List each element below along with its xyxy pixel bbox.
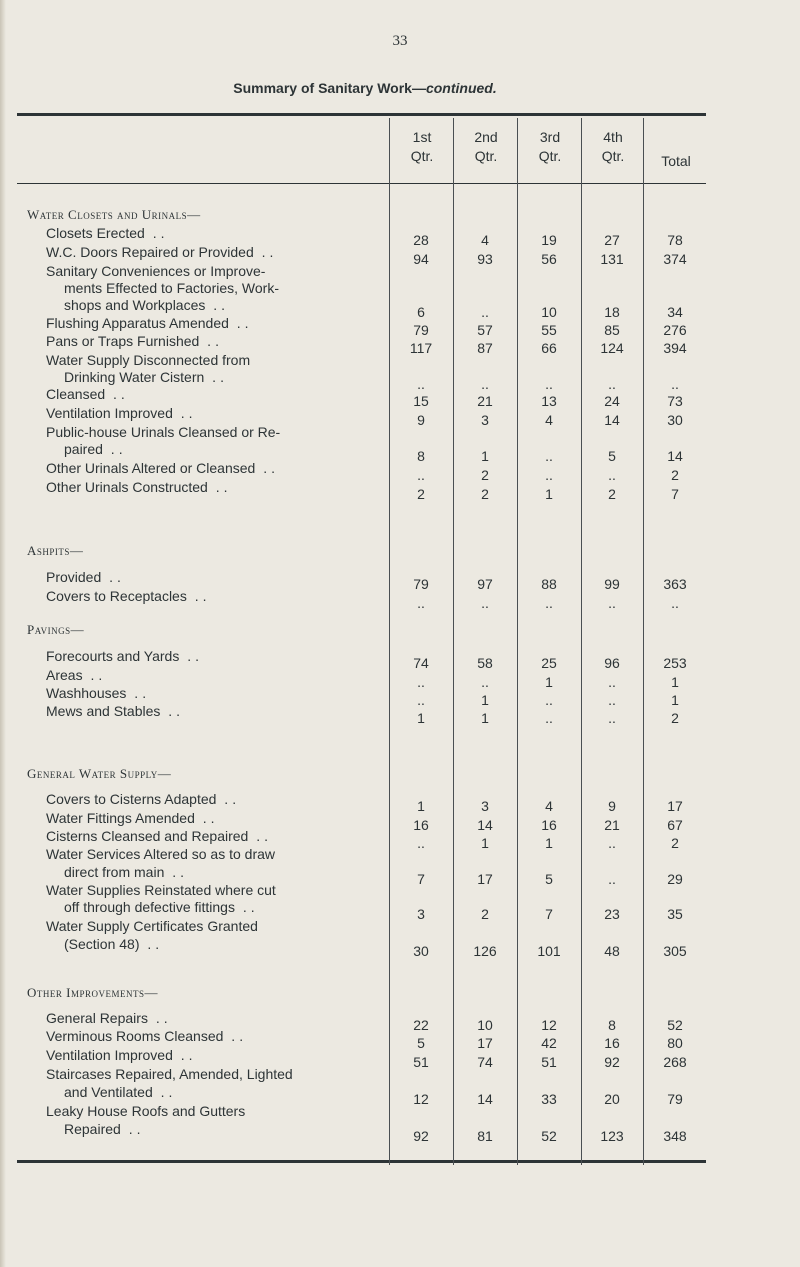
quarter-cell: 3 [417,906,425,922]
total-cell: 80 [667,1035,683,1051]
quarter-cell: 19 [541,232,557,248]
total-cell: 34 [667,304,683,320]
total-cell: 363 [663,576,687,592]
quarter-cell: 33 [541,1091,557,1107]
quarter-cell: 81 [477,1128,493,1144]
leader-dots: .. [147,1010,172,1026]
header-rule [17,183,706,184]
leader-dots: .. [172,405,197,421]
leader-dots: .. [164,864,189,880]
quarter-cell: 4 [545,412,553,428]
quarter-cell: 1 [481,835,489,851]
row-label: Covers to Cisterns Adapted .. [46,791,241,807]
quarter-cell: 1 [481,448,489,464]
leader-dots: .. [228,315,253,331]
column-divider [517,118,518,1165]
total-cell: 35 [667,906,683,922]
page-number: 33 [392,33,408,49]
page-edge-shadow [0,0,6,1267]
row-label: Other Urinals Constructed .. [46,479,232,495]
table-title [0,80,730,96]
row-label: Water Supply Disconnected from [46,352,251,368]
row-label: Cisterns Cleansed and Repaired .. [46,828,273,844]
row-label: Mews and Stables .. [46,703,185,719]
quarter-cell: 5 [608,448,616,464]
column-header-line: Qtr. [410,148,434,164]
row-label: Leaky House Roofs and Gutters [46,1103,246,1119]
row-label: Pans or Traps Furnished .. [46,333,223,349]
column-header-q1 [391,128,453,166]
column-header-line: 4th [603,129,623,145]
row-label: (Section 48) .. [64,936,164,952]
quarter-cell: 55 [541,322,557,338]
quarter-cell: 92 [604,1054,620,1070]
quarter-cell: 79 [413,322,429,338]
quarter-cell: 22 [413,1017,429,1033]
row-label: Water Supply Certificates Granted [46,918,258,934]
quarter-cell: 13 [541,393,557,409]
quarter-cell: .. [417,595,425,611]
quarter-cell: 88 [541,576,557,592]
quarter-cell: 8 [417,448,425,464]
leader-dots: .. [199,333,223,349]
quarter-cell: 21 [604,817,620,833]
top-rule [17,113,706,116]
quarter-cell: 17 [477,1035,493,1051]
row-label: shops and Workplaces .. [64,297,230,313]
quarter-cell: .. [417,674,425,690]
quarter-cell: 28 [413,232,429,248]
quarter-cell: 101 [537,943,561,959]
row-label: Water Fittings Amended .. [46,810,219,826]
quarter-cell: 117 [409,340,433,356]
quarter-cell: 123 [600,1128,624,1144]
bottom-rule [17,1160,706,1163]
quarter-cell: 85 [604,322,620,338]
quarter-cell: 8 [608,1017,616,1033]
quarter-cell: 124 [600,340,624,356]
row-label: Repaired .. [64,1121,145,1137]
quarter-cell: 87 [477,340,493,356]
total-cell: 1 [671,674,679,690]
leader-dots: .. [102,441,127,457]
column-divider [643,118,644,1165]
quarter-cell: .. [545,692,553,708]
quarter-cell: 7 [417,871,425,887]
quarter-cell: 94 [413,251,429,267]
column-header-total [645,152,707,171]
leader-dots: .. [82,667,107,683]
quarter-cell: 52 [541,1128,557,1144]
quarter-cell: 12 [413,1091,429,1107]
quarter-cell: .. [417,835,425,851]
total-cell: 73 [667,393,683,409]
row-label: Ventilation Improved .. [46,1047,197,1063]
quarter-cell: 1 [545,674,553,690]
row-label: Staircases Repaired, Amended, Lighted [46,1066,293,1082]
quarter-cell: 3 [481,798,489,814]
leader-dots: .. [105,386,129,402]
leader-dots: .. [179,648,203,664]
total-cell: 374 [663,251,687,267]
quarter-cell: .. [545,467,553,483]
quarter-cell: 56 [541,251,557,267]
quarter-cell: 97 [477,576,493,592]
row-label: ments Effected to Factories, Work- [64,280,280,296]
quarter-cell: 23 [604,906,620,922]
quarter-cell: .. [545,595,553,611]
quarter-cell: 2 [608,486,616,502]
column-divider [389,118,390,1165]
quarter-cell: 2 [481,486,489,502]
quarter-cell: .. [417,692,425,708]
quarter-cell: 10 [477,1017,493,1033]
leader-dots: .. [204,369,228,385]
quarter-cell: 57 [477,322,493,338]
total-cell: 276 [663,322,687,338]
column-divider [453,118,454,1165]
total-cell: 67 [667,817,683,833]
total-cell: 29 [667,871,683,887]
leader-dots: .. [172,1047,197,1063]
quarter-cell: .. [608,376,616,392]
column-header-line: 3rd [539,129,561,145]
column-header-q3 [519,128,581,166]
leader-dots: .. [120,1121,145,1137]
row-label: Flushing Apparatus Amended .. [46,315,253,331]
total-cell: 1 [671,692,679,708]
row-label: direct from main .. [64,864,189,880]
quarter-cell: .. [481,376,489,392]
quarter-cell: .. [481,674,489,690]
total-cell: 394 [663,340,687,356]
column-header-q2 [455,128,517,166]
section-heading: Pavings— [27,622,85,637]
quarter-cell: .. [608,674,616,690]
quarter-cell: .. [545,376,553,392]
quarter-cell: .. [608,710,616,726]
column-header-line: Total [661,153,691,169]
section-heading: Other Improvements— [27,985,158,1000]
quarter-cell: .. [417,467,425,483]
row-label: Public-house Urinals Cleansed or Re- [46,424,281,440]
leader-dots: .. [207,479,232,495]
row-label: Verminous Rooms Cleansed .. [46,1028,248,1044]
quarter-cell: 99 [604,576,620,592]
quarter-cell: 66 [541,340,557,356]
quarter-cell: 20 [604,1091,620,1107]
quarter-cell: .. [545,448,553,464]
quarter-cell: 24 [604,393,620,409]
total-cell: 253 [663,655,687,671]
leader-dots: .. [160,703,185,719]
quarter-cell: 17 [477,871,493,887]
quarter-cell: 48 [604,943,620,959]
quarter-cell: .. [608,595,616,611]
row-label: Ventilation Improved .. [46,405,197,421]
row-label: Sanitary Conveniences or Improve- [46,263,266,279]
quarter-cell: 2 [417,486,425,502]
section-heading: General Water Supply— [27,766,172,781]
quarter-cell: 42 [541,1035,557,1051]
quarter-cell: .. [608,692,616,708]
quarter-cell: 1 [481,710,489,726]
quarter-cell: 9 [608,798,616,814]
leader-dots: .. [139,936,164,952]
quarter-cell: .. [608,467,616,483]
table-title-continued: continued. [425,80,497,96]
quarter-cell: 1 [417,710,425,726]
quarter-cell: 16 [541,817,557,833]
quarter-cell: 1 [545,486,553,502]
row-label: Other Urinals Altered or Cleansed .. [46,460,279,476]
row-label: off through defective fittings .. [64,899,259,915]
total-cell: 17 [667,798,683,814]
total-cell: 14 [667,448,683,464]
quarter-cell: 30 [413,943,429,959]
leader-dots: .. [253,244,278,260]
section-heading: Ashpits— [27,543,84,558]
row-label: Forecourts and Yards .. [46,648,203,664]
column-header-line: Qtr. [538,148,562,164]
quarter-cell: .. [481,595,489,611]
leader-dots: .. [205,297,230,313]
total-cell: 268 [663,1054,687,1070]
quarter-cell: 12 [541,1017,557,1033]
quarter-cell: 7 [545,906,553,922]
leader-dots: .. [126,685,151,701]
column-divider [581,118,582,1165]
total-cell: 305 [663,943,687,959]
row-label: General Repairs .. [46,1010,172,1026]
quarter-cell: .. [545,710,553,726]
row-label: Water Services Altered so as to draw [46,846,276,862]
total-cell: 78 [667,232,683,248]
quarter-cell: 131 [600,251,624,267]
quarter-cell: 21 [477,393,493,409]
quarter-cell: 14 [477,817,493,833]
quarter-cell: 14 [477,1091,493,1107]
row-label: W.C. Doors Repaired or Provided .. [46,244,278,260]
row-label: Water Supplies Reinstated where cut [46,882,276,898]
quarter-cell: 14 [604,412,620,428]
quarter-cell: 15 [413,393,429,409]
quarter-cell: 6 [417,304,425,320]
leader-dots: .. [144,225,169,241]
column-header-line: Qtr. [601,148,625,164]
leader-dots: .. [248,828,273,844]
quarter-cell: 2 [481,906,489,922]
leader-dots: .. [194,810,219,826]
total-cell: .. [671,376,679,392]
leader-dots: .. [223,1028,248,1044]
quarter-cell: 92 [413,1128,429,1144]
quarter-cell: 9 [417,412,425,428]
quarter-cell: 10 [541,304,557,320]
quarter-cell: .. [417,376,425,392]
leader-dots: .. [186,588,211,604]
row-label: Provided .. [46,569,125,585]
quarter-cell: .. [481,304,489,320]
row-label: and Ventilated .. [64,1084,177,1100]
total-cell: 52 [667,1017,683,1033]
leader-dots: .. [255,460,279,476]
total-cell: 348 [663,1128,687,1144]
total-cell: 30 [667,412,683,428]
quarter-cell: 3 [481,412,489,428]
quarter-cell: 1 [545,835,553,851]
quarter-cell: 126 [473,943,497,959]
column-header-q4 [582,128,644,166]
row-label: Drinking Water Cistern .. [64,369,228,385]
quarter-cell: 74 [413,655,429,671]
quarter-cell: 5 [545,871,553,887]
total-cell: 2 [671,835,679,851]
row-label: Cleansed .. [46,386,129,402]
quarter-cell: 4 [481,232,489,248]
quarter-cell: 74 [477,1054,493,1070]
quarter-cell: 16 [413,817,429,833]
total-cell: 2 [671,710,679,726]
row-label: Areas .. [46,667,107,683]
quarter-cell: 1 [481,692,489,708]
quarter-cell: 51 [541,1054,557,1070]
quarter-cell: 5 [417,1035,425,1051]
quarter-cell: 58 [477,655,493,671]
column-header-line: 2nd [474,129,498,145]
quarter-cell: .. [608,835,616,851]
leader-dots: .. [216,791,241,807]
quarter-cell: 2 [481,467,489,483]
total-cell: .. [671,595,679,611]
section-heading: Water Closets and Urinals— [27,207,201,222]
leader-dots: .. [101,569,125,585]
row-label: paired .. [64,441,127,457]
total-cell: 2 [671,467,679,483]
quarter-cell: 1 [417,798,425,814]
row-label: Closets Erected .. [46,225,169,241]
quarter-cell: .. [608,871,616,887]
leader-dots: .. [234,899,259,915]
column-header-line: 1st [412,129,432,145]
quarter-cell: 4 [545,798,553,814]
quarter-cell: 27 [604,232,620,248]
row-label: Washhouses .. [46,685,151,701]
column-header-line: Qtr. [474,148,498,164]
quarter-cell: 79 [413,576,429,592]
quarter-cell: 18 [604,304,620,320]
quarter-cell: 25 [541,655,557,671]
quarter-cell: 16 [604,1035,620,1051]
quarter-cell: 93 [477,251,493,267]
row-label: Covers to Receptacles .. [46,588,211,604]
total-cell: 79 [667,1091,683,1107]
quarter-cell: 51 [413,1054,429,1070]
table-title-main: Summary of Sanitary Work— [233,80,426,96]
leader-dots: .. [152,1084,177,1100]
quarter-cell: 96 [604,655,620,671]
total-cell: 7 [671,486,679,502]
